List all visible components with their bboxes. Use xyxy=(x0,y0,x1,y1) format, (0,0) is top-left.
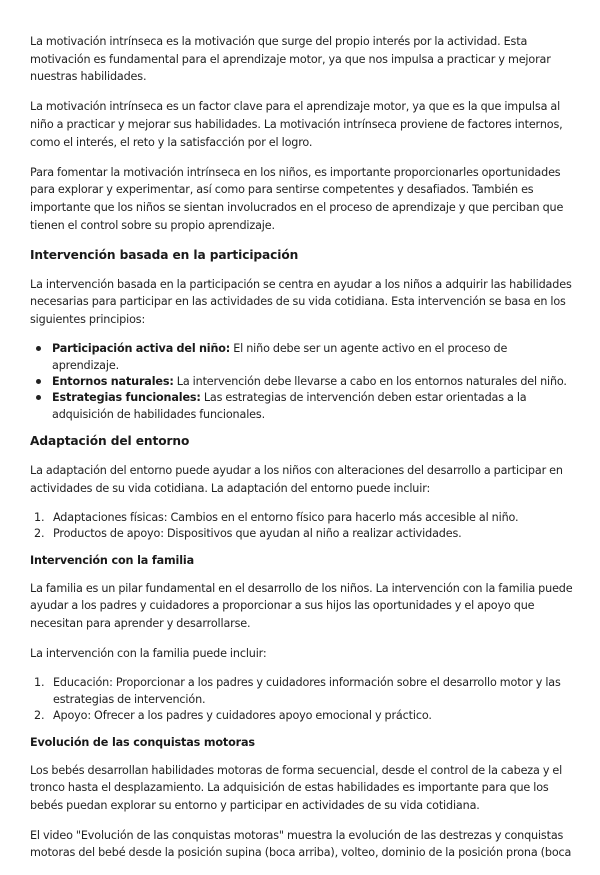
familia-paragraph-1: La familia es un pilar fundamental en el desarrollo de los niños. La intervención con la familia puede ayudar a los padres y cuidadores a proporcionar a sus hijos las oportunidades y el apoyo que necesitan para aprender y desarrollarse. xyxy=(30,581,573,630)
list-item xyxy=(30,510,575,526)
list-item xyxy=(30,341,575,374)
heading-familia: Intervención con la familia xyxy=(30,553,194,567)
heading-participacion: Intervención basada en la participación xyxy=(30,247,299,262)
list-item-term: Entornos naturales: xyxy=(52,374,174,388)
intro-paragraph-1: La motivación intrínseca es la motivación que surge del propio interés por la actividad. Esta motivación es fundamental para el aprendizaje motor, ya que nos impulsa a practicar y mejorar nuestras habilidades. xyxy=(30,35,551,84)
list-item xyxy=(30,374,575,390)
list-item-term: Participación activa del niño: xyxy=(52,342,231,356)
bullet-icon xyxy=(36,379,41,384)
participacion-principles-list xyxy=(30,341,575,423)
participacion-paragraph: La intervención basada en la participación se centra en ayudar a los niños a adquirir las habilidades necesarias para participar en las actividades de su vida cotidiana. Esta intervención se basa en los siguientes principios: xyxy=(30,277,572,326)
bullet-icon xyxy=(36,395,41,400)
list-item-text: La intervención debe llevarse a cabo en los entornos naturales del niño. xyxy=(173,374,567,388)
heading-evolucion: Evolución de las conquistas motoras xyxy=(30,735,255,749)
list-item-text: El niño debe ser un agente activo en el proceso de aprendizaje. xyxy=(52,342,508,372)
list-item-text: Las estrategias de intervención deben estar orientadas a la adquisición de habilidades funcionales. xyxy=(52,391,527,421)
adaptacion-list xyxy=(30,510,575,543)
list-number: 1. xyxy=(34,676,45,690)
intro-paragraph-2: La motivación intrínseca es un factor clave para el aprendizaje motor, ya que es la que impulsa al niño a practicar y mejorar sus habilidades. La motivación intrínseca proviene de factores internos, como el interés, el reto y la satisfacción por el logro. xyxy=(30,100,563,149)
list-item-text: Adaptaciones físicas: Cambios en el entorno físico para hacerlo más accesible al niño. xyxy=(53,510,519,524)
list-item xyxy=(30,675,575,708)
list-item xyxy=(30,390,575,423)
evolucion-paragraph-2: El video "Evolución de las conquistas motoras" muestra la evolución de las destrezas y conquistas motoras del bebé desde la posición supina (boca arriba), volteo, dominio de la posición prona (boca xyxy=(30,828,572,860)
adaptacion-paragraph: La adaptación del entorno puede ayudar a los niños con alteraciones del desarrollo a participar en actividades de su vida cotidiana. La adaptación del entorno puede incluir: xyxy=(30,464,563,495)
list-number: 2. xyxy=(34,527,45,541)
evolucion-paragraph-1: Los bebés desarrollan habilidades motoras de forma secuencial, desde el control de la cabeza y el tronco hasta el desplazamiento. La adquisición de estas habilidades es importante para que los bebés puedan explorar su entorno y participar en actividades de su vida cotidiana. xyxy=(30,763,563,812)
list-item xyxy=(30,526,575,542)
list-item-term: Estrategias funcionales: xyxy=(52,391,201,405)
list-item-text: Productos de apoyo: Dispositivos que ayudan al niño a realizar actividades. xyxy=(53,527,462,541)
familia-list xyxy=(30,675,575,724)
familia-paragraph-2: La intervención con la familia puede incluir: xyxy=(30,647,267,661)
document-page xyxy=(30,33,575,875)
heading-adaptacion: Adaptación del entorno xyxy=(30,434,190,449)
list-item xyxy=(30,708,575,724)
bullet-icon xyxy=(36,346,41,351)
intro-paragraph-3: Para fomentar la motivación intrínseca en los niños, es importante proporcionarles oportunidades para explorar y experimentar, así como para sentirse competentes y desafiados. También es importante que los niños se sientan involucrados en el proceso de aprendizaje y que perciban que tienen el control sobre su propio aprendizaje. xyxy=(30,165,564,232)
list-item-text: Apoyo: Ofrecer a los padres y cuidadores apoyo emocional y práctico. xyxy=(53,709,432,723)
list-number: 2. xyxy=(34,709,45,723)
list-number: 1. xyxy=(34,510,45,524)
list-item-text: Educación: Proporcionar a los padres y cuidadores información sobre el desarrollo motor y las estrategias de intervención. xyxy=(53,676,561,706)
